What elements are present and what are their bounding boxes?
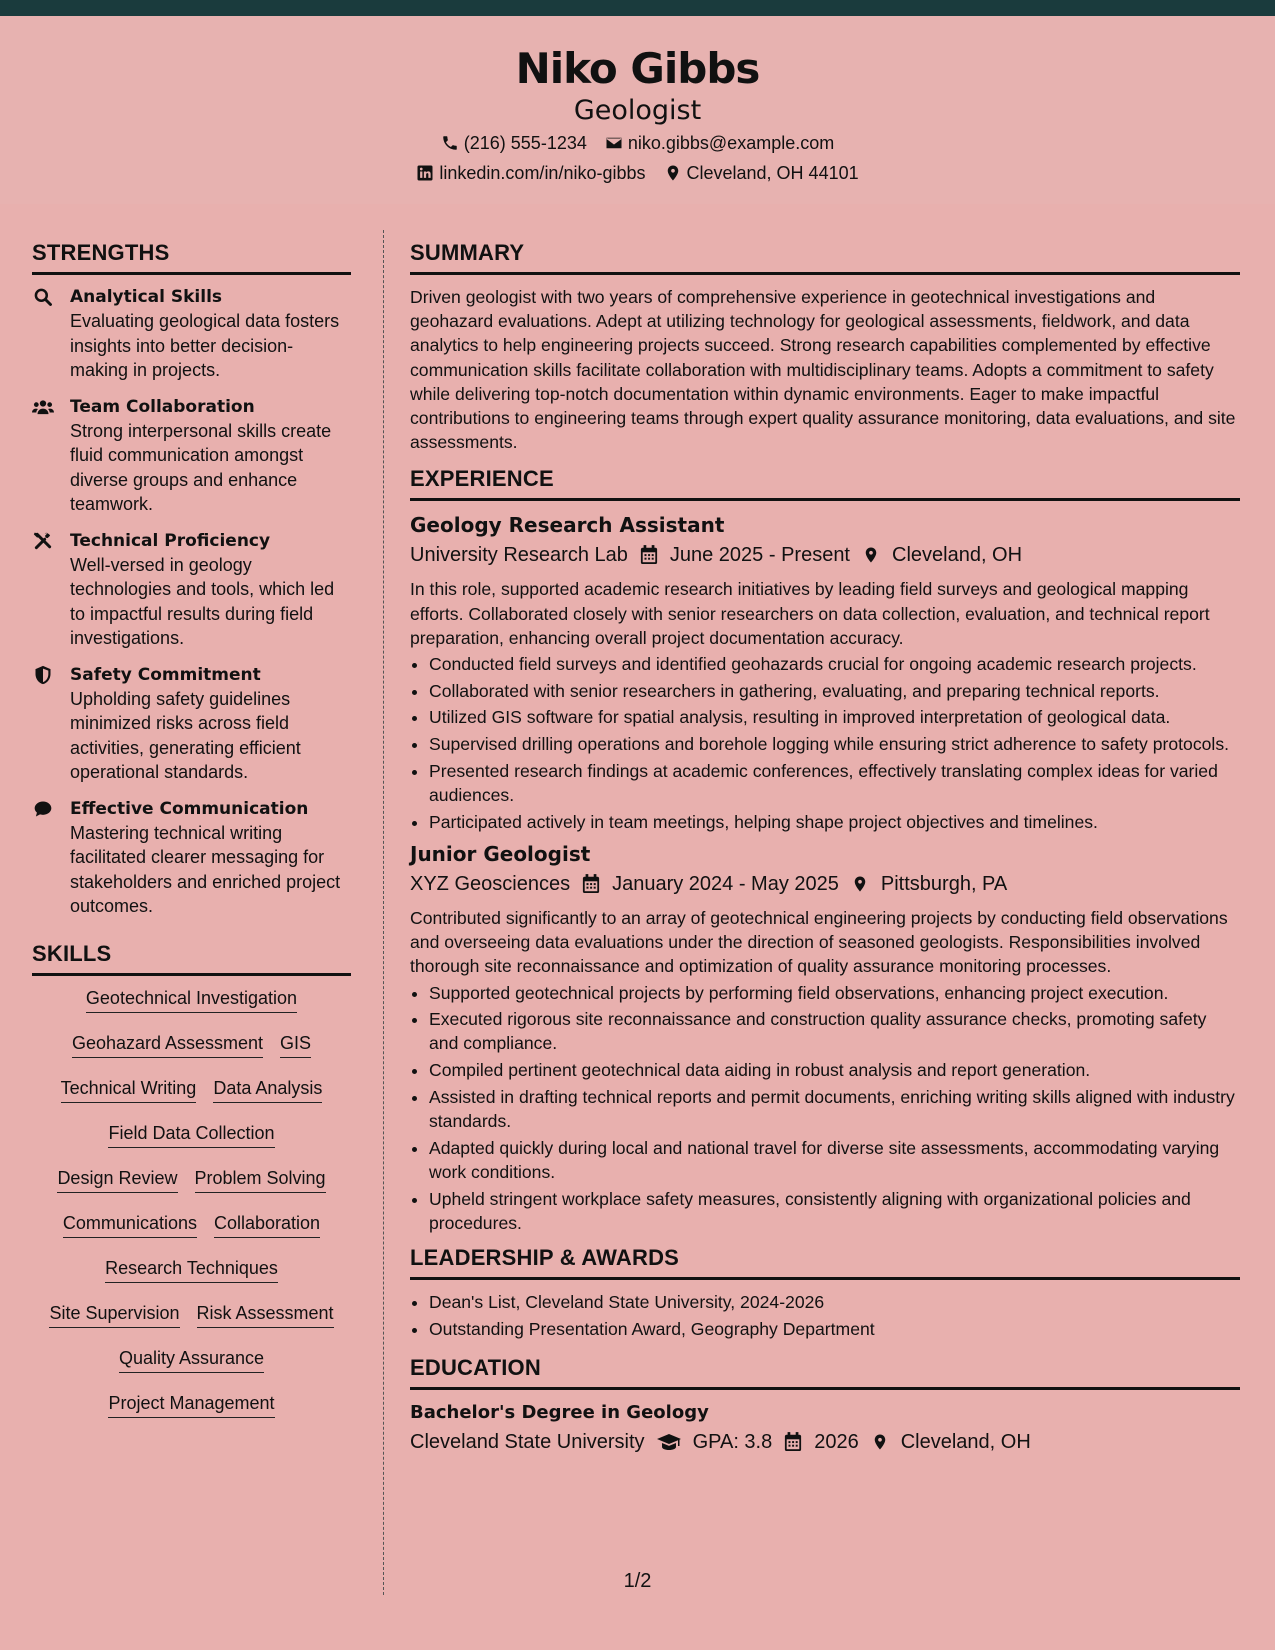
- contact-row-2: [0, 158, 1275, 188]
- resume-header: [0, 16, 1275, 204]
- skill-row: [32, 1256, 351, 1283]
- degree-name: Bachelor's Degree in Geology: [410, 1402, 709, 1423]
- education-meta: [410, 1426, 1240, 1458]
- page-number: 1/2: [623, 1570, 652, 1592]
- skill-tag: Research Techniques: [105, 1256, 278, 1283]
- linkedin-text[interactable]: linkedin.com/in/niko-gibbs: [439, 163, 646, 183]
- job-bullet: • Participated actively in team meetings, helping shape project objectives and timelines.: [429, 810, 1240, 834]
- job-bullet: • Compiled pertinent geotechnical data aiding in robust analysis and report generation.: [429, 1058, 1240, 1082]
- job-bullet: • Presented research findings at academic conferences, effectively translating complex ideas for varied audiences.: [429, 759, 1240, 807]
- skill-tag: Technical Writing: [61, 1076, 197, 1103]
- skill-row: [32, 1346, 351, 1373]
- strengths-heading: STRENGTHS: [32, 240, 351, 275]
- job-description: Contributed significantly to an array of geotechnical engineering projects by conducting field observations and overseeing data evaluations under the direction of seasoned geologists. Responsibilities involved thorough site reconnaissance and optimization of quality assurance monitoring processes.: [410, 907, 1228, 977]
- phone-contact: [441, 128, 587, 158]
- linkedin-contact[interactable]: [416, 158, 645, 188]
- job-meta: [410, 539, 1240, 571]
- education-heading: EDUCATION: [410, 1355, 1240, 1390]
- job-bullets: [410, 981, 1240, 1236]
- map-pin-icon: [664, 164, 682, 182]
- calendar-icon: [582, 874, 600, 894]
- strength-description: Mastering technical writing facilitated clearer messaging for stakeholders and enriched project outcomes.: [70, 822, 341, 916]
- skill-row: [32, 986, 351, 1013]
- job-meta: [410, 868, 1240, 900]
- job-dates: June 2025 - Present: [669, 544, 850, 567]
- skill-tag: Communications: [63, 1211, 197, 1238]
- company-name: University Research Lab: [410, 544, 628, 567]
- school-name: Cleveland State University: [410, 1431, 645, 1453]
- strength-item: [32, 285, 351, 383]
- skill-row: [32, 1391, 351, 1418]
- strengths-list: [32, 285, 351, 919]
- job-bullet: • Adapted quickly during local and national travel for diverse site assessments, accommodating varying work conditions.: [429, 1136, 1240, 1184]
- skill-row: [32, 1211, 351, 1238]
- job-bullet: • Assisted in drafting technical reports and permit documents, enriching writing skills aligned with industry standards.: [429, 1085, 1240, 1133]
- strength-title: Team Collaboration: [70, 396, 255, 417]
- skill-tag: Risk Assessment: [197, 1301, 334, 1328]
- skill-tag: Data Analysis: [213, 1076, 322, 1103]
- strength-item: [32, 529, 351, 651]
- job-location: Cleveland, OH: [892, 544, 1023, 567]
- job-bullet: • Conducted field surveys and identified geohazards crucial for ongoing academic research projects.: [429, 652, 1240, 676]
- strength-description: Well-versed in geology technologies and tools, which led to impactful results during field investigations.: [70, 554, 335, 648]
- shield-icon: [32, 665, 54, 685]
- strength-title: Safety Commitment: [70, 664, 261, 685]
- candidate-name: Niko Gibbs: [515, 44, 760, 93]
- summary-text: Driven geologist with two years of comprehensive experience in geotechnical investigations and geohazard evaluations. Adept at utilizing technology for geological assessments, fieldwork, and data analytics to help engineering projects succeed. Strong research capabilities complemented by effective communication skills facilitate collaboration with multidisciplinary teams. Adopts a commitment to safety while delivering top-notch documentation within dynamic environments. Eager to make impactful contributions to engineering teams through expert quality assurance monitoring, data evaluations, and site assessments.: [410, 287, 1236, 453]
- linkedin-icon: [416, 164, 434, 182]
- job-bullets: [410, 652, 1240, 834]
- candidate-title: Geologist: [573, 95, 702, 126]
- strength-item: [32, 663, 351, 785]
- graduation-cap-icon: [657, 1432, 681, 1452]
- skill-tag: GIS: [280, 1031, 311, 1058]
- phone-text: (216) 555-1234: [463, 133, 587, 153]
- phone-icon: [441, 134, 459, 152]
- company-name: XYZ Geosciences: [410, 872, 571, 895]
- skills-list: [32, 986, 351, 1418]
- skill-tag: Problem Solving: [195, 1166, 326, 1193]
- strength-description: Evaluating geological data fosters insights into better decision-making in projects.: [70, 311, 340, 380]
- skills-heading: SKILLS: [32, 941, 351, 976]
- left-column: [32, 240, 351, 1436]
- job-bullet: • Executed rigorous site reconnaissance and construction quality assurance checks, promoting safety and compliance.: [429, 1007, 1240, 1055]
- job-title: Junior Geologist: [410, 841, 591, 866]
- map-pin-icon: [862, 545, 880, 565]
- strength-title: Technical Proficiency: [70, 530, 271, 551]
- strength-description: Strong interpersonal skills create fluid communication amongst diverse groups and enhance teamwork.: [70, 420, 332, 514]
- job-bullet: • Supported geotechnical projects by performing field observations, enhancing project execution.: [429, 981, 1240, 1005]
- skill-row: [32, 1031, 351, 1058]
- contact-row-1: [0, 128, 1275, 158]
- email-text[interactable]: niko.gibbs@example.com: [627, 133, 835, 153]
- job-entry: [410, 840, 1240, 1235]
- skill-row: [32, 1121, 351, 1148]
- awards-heading: LEADERSHIP & AWARDS: [410, 1245, 1240, 1280]
- experience-list: [410, 511, 1240, 1235]
- top-accent-bar: [0, 0, 1275, 16]
- strength-item: [32, 395, 351, 517]
- skill-row: [32, 1166, 351, 1193]
- users-icon: [32, 397, 54, 417]
- job-bullet: • Utilized GIS software for spatial analysis, resulting in improved interpretation of geological data.: [429, 705, 1240, 729]
- job-bullet: • Supervised drilling operations and borehole logging while ensuring strict adherence to safety protocols.: [429, 732, 1240, 756]
- job-title: Geology Research Assistant: [410, 513, 725, 538]
- calendar-icon: [784, 1432, 802, 1452]
- map-pin-icon: [871, 1432, 889, 1452]
- skill-tag: Geohazard Assessment: [72, 1031, 263, 1058]
- strength-title: Effective Communication: [70, 798, 309, 819]
- skill-tag: Project Management: [108, 1391, 274, 1418]
- job-bullet: • Upheld stringent workplace safety measures, consistently aligning with organizational policies and procedures.: [429, 1187, 1240, 1235]
- job-dates: January 2024 - May 2025: [612, 872, 839, 895]
- job-entry: [410, 511, 1240, 834]
- calendar-icon: [640, 545, 658, 565]
- job-location: Pittsburgh, PA: [880, 872, 1008, 895]
- graduation-year: 2026: [814, 1431, 859, 1453]
- column-divider: [383, 230, 384, 1595]
- award-item: • Outstanding Presentation Award, Geography Department: [429, 1317, 1240, 1341]
- email-contact[interactable]: [605, 128, 834, 158]
- experience-heading: EXPERIENCE: [410, 466, 1240, 501]
- skill-tag: Field Data Collection: [108, 1121, 274, 1148]
- skill-tag: Geotechnical Investigation: [86, 986, 297, 1013]
- location-text: Cleveland, OH 44101: [686, 163, 859, 183]
- chat-icon: [32, 799, 54, 819]
- skill-row: [32, 1076, 351, 1103]
- map-pin-icon: [851, 874, 869, 894]
- award-item: • Dean's List, Cleveland State University, 2024-2026: [429, 1290, 1240, 1314]
- job-bullet: • Collaborated with senior researchers in gathering, evaluating, and preparing technical reports.: [429, 679, 1240, 703]
- envelope-icon: [605, 134, 623, 152]
- strength-item: [32, 797, 351, 919]
- skill-tag: Site Supervision: [49, 1301, 179, 1328]
- summary-heading: SUMMARY: [410, 240, 1240, 275]
- location-contact: [664, 158, 859, 188]
- education-location: Cleveland, OH: [900, 1431, 1031, 1453]
- right-column: [410, 240, 1240, 1464]
- gpa-text: GPA: 3.8: [692, 1431, 773, 1453]
- tools-icon: [32, 531, 54, 551]
- skill-tag: Quality Assurance: [119, 1346, 264, 1373]
- awards-list: [410, 1290, 1240, 1341]
- search-icon: [32, 287, 54, 307]
- skill-tag: Collaboration: [214, 1211, 320, 1238]
- strength-title: Analytical Skills: [70, 287, 223, 307]
- skill-row: [32, 1301, 351, 1328]
- job-description: In this role, supported academic research initiatives by leading field surveys and geological mapping efforts. Collaborated closely with senior researchers on data collection, evaluation, and technical report preparation, enhancing overall project documentation accuracy.: [410, 579, 1210, 648]
- strength-description: Upholding safety guidelines minimized risks across field activities, generating efficient operational standards.: [70, 688, 301, 782]
- skill-tag: Design Review: [57, 1166, 177, 1193]
